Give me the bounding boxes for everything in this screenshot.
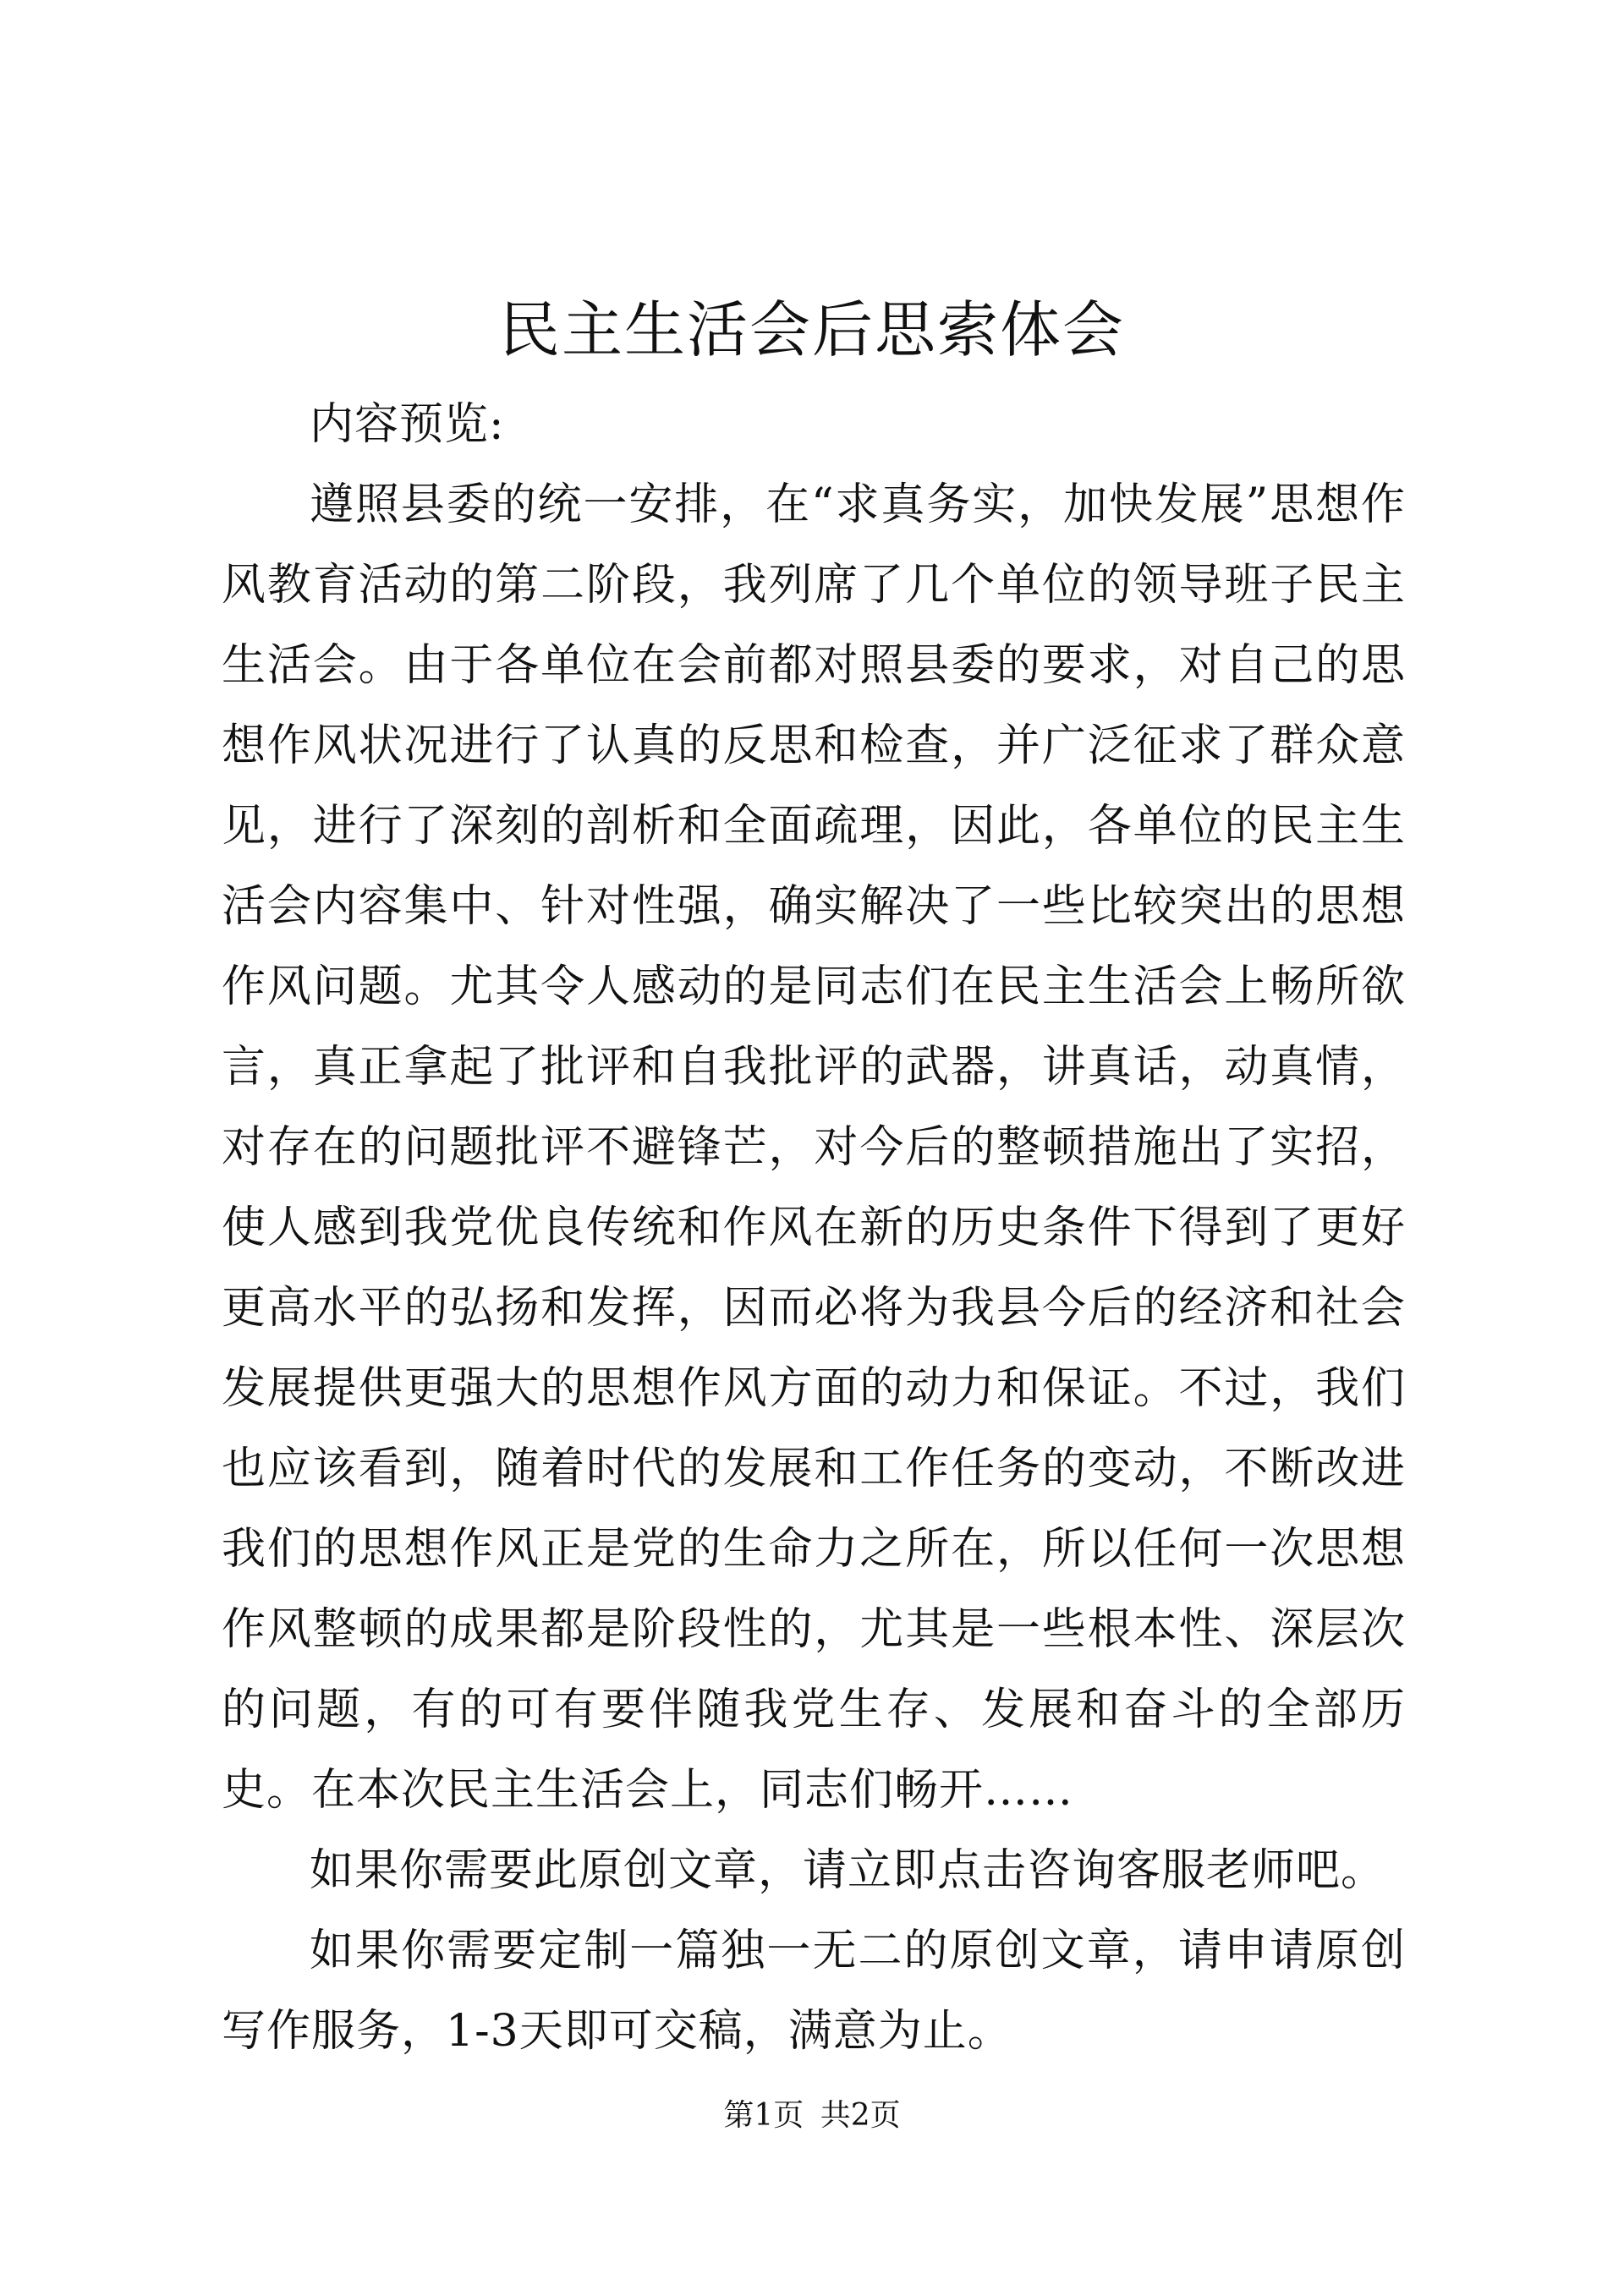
preview-label: 内容预览: <box>310 399 505 450</box>
service-paragraph-2: 如果你需要定制一篇独一无二的原创文章，请申请原创写作服务，1-3天即可交稿，满意为止。 <box>222 1926 1406 2057</box>
page-footer <box>0 2097 1624 2134</box>
document-body <box>222 385 1406 2072</box>
page-title: 民主生活会后思索体会 <box>498 294 1125 365</box>
page-total: 共2页 <box>820 2098 901 2133</box>
page-current: 第1页 <box>723 2098 804 2133</box>
main-paragraph: 遵照县委的统一安排，在“求真务实，加快发展”思想作风教育活动的第二阶段，我列席了几个单位的领导班子民主生活会。由于各单位在会前都对照县委的要求，对自己的思想作风状况进行了认真的反思和检查，并广泛征求了群众意见，进行了深刻的剖析和全面疏理，因此，各单位的民主生活会内容集中、针对性强，确实解决了一些比较突出的思想作风问题。尤其令人感动的是同志们在民主生活会上畅所欲言，真正拿起了批评和自我批评的武器，讲真话，动真情，对存在的问题批评不避锋芒，对今后的整顿措施出了实招，使人感到我党优良传统和作风在新的历史条件下得到了更好更高水平的弘扬和发挥，因而必将为我县今后的经济和社会发展提供更强大的思想作风方面的动力和保证。不过，我们也应该看到，随着时代的发展和工作任务的变动，不断改进我们的思想作风正是党的生命力之所在，所以任何一次思想作风整顿的成果都是阶段性的，尤其是一些根本性、深层次的问题，有的可有要伴随我党生存、发展和奋斗的全部历史。在本次民主生活会上，同志们畅开…… <box>222 479 1406 1816</box>
service-paragraph-1: 如果你需要此原创文章，请立即点击咨询客服老师吧。 <box>310 1845 1386 1896</box>
